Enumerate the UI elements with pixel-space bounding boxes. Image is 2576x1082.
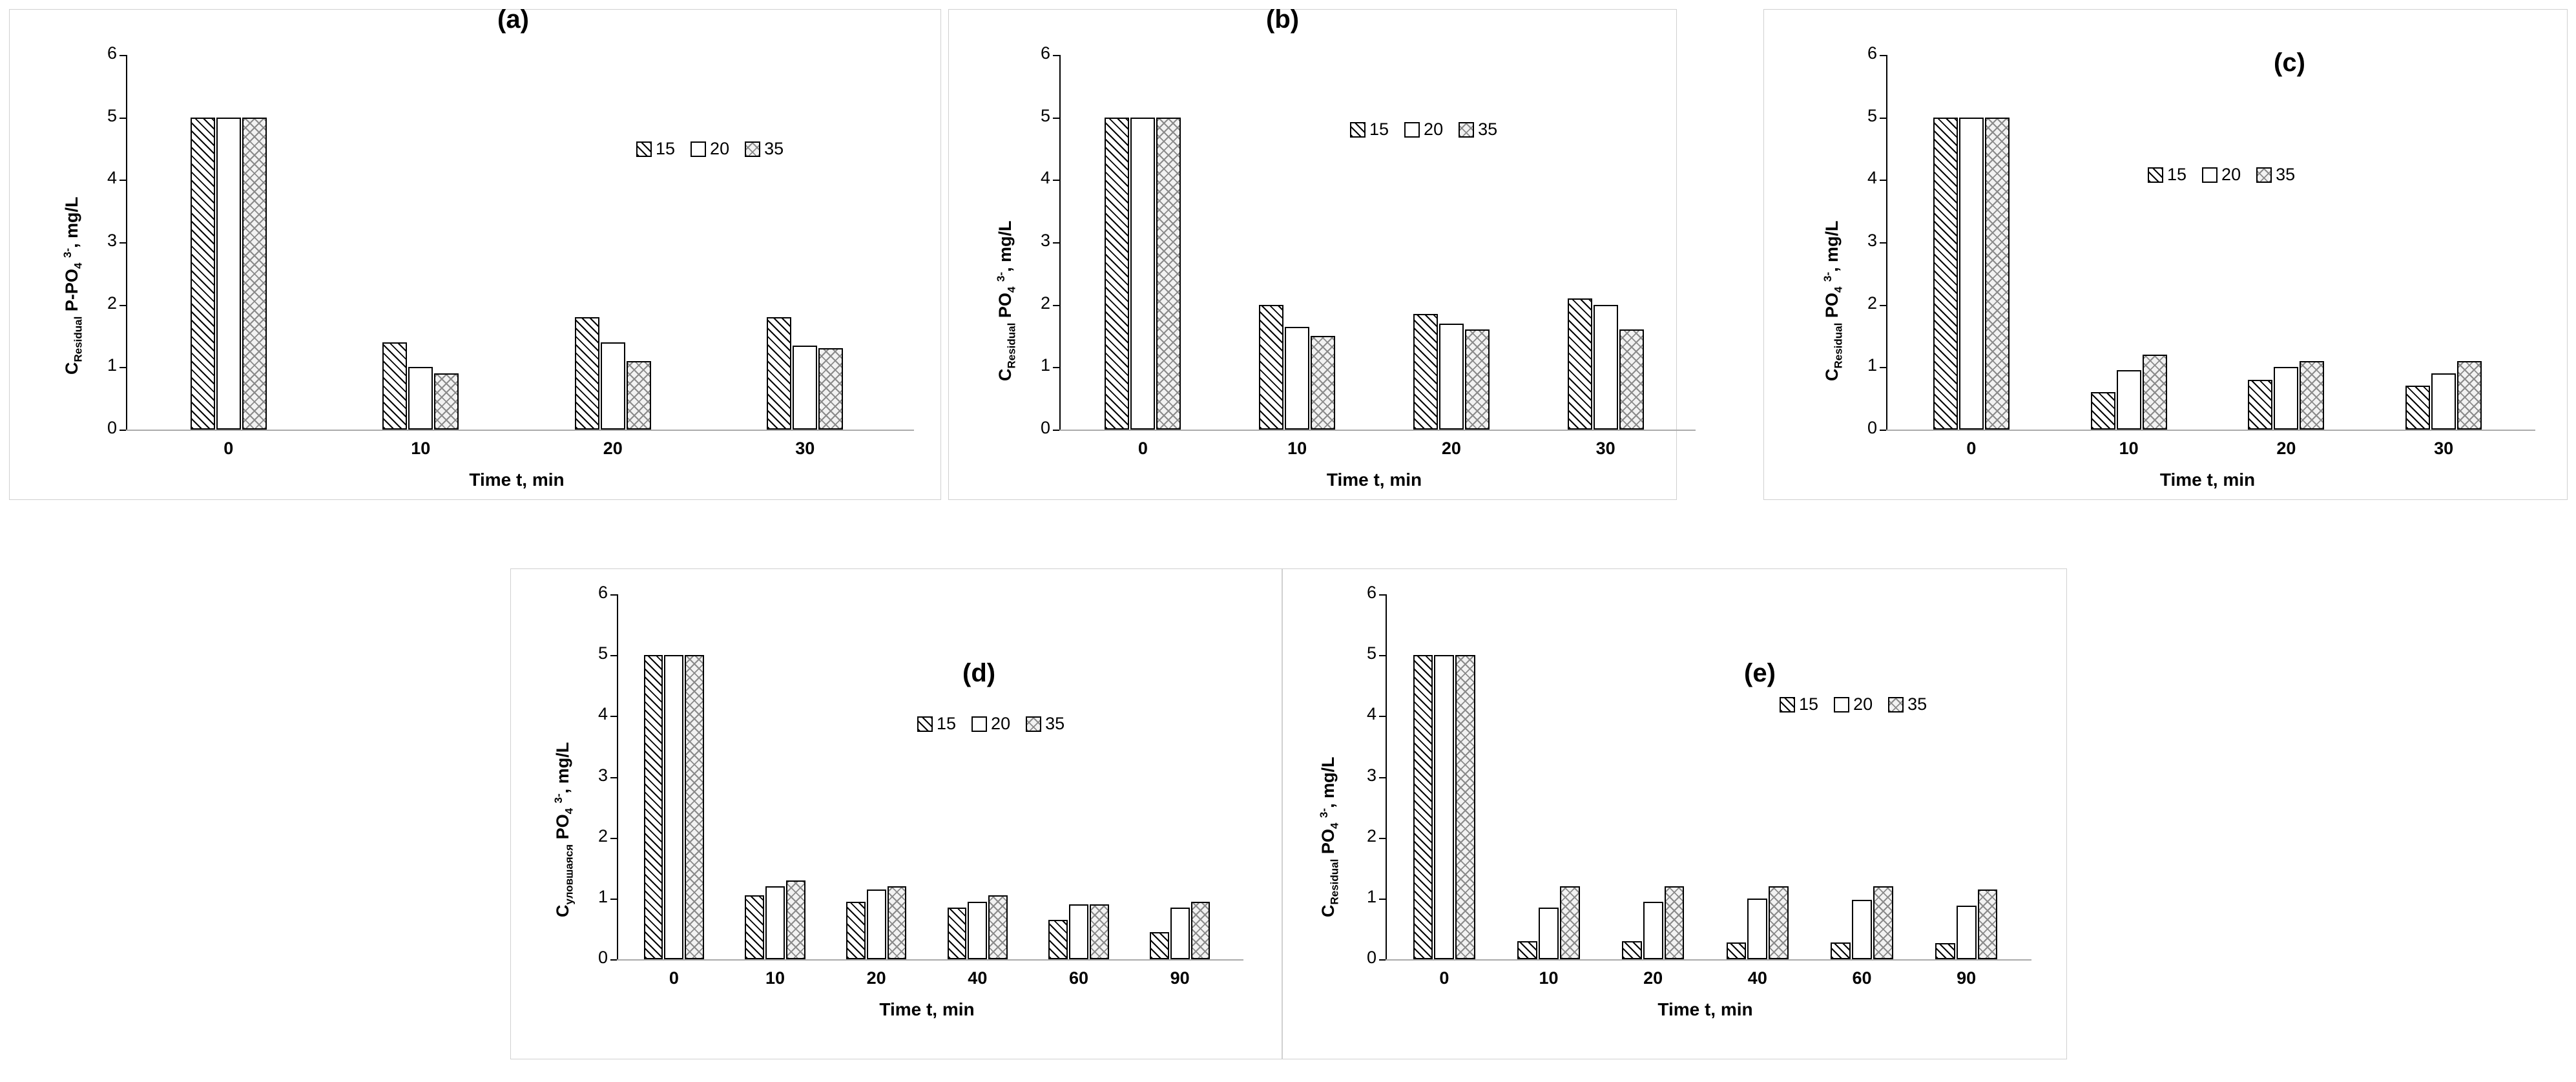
bar-b-20-35 [1465, 329, 1490, 430]
bar-e-20-15 [1622, 941, 1642, 959]
bar-a-10-20 [408, 367, 433, 430]
y-tick-label-c-1: 1 [1867, 355, 1877, 375]
bar-d-90-15 [1150, 932, 1169, 959]
bar-d-40-35 [988, 895, 1008, 959]
bar-c-10-15 [2091, 392, 2115, 430]
bar-b-30-15 [1568, 298, 1592, 430]
legend-label-35: 35 [1478, 120, 1498, 139]
y-tick-mark-a-1 [119, 367, 126, 368]
legend-label-35: 35 [2276, 165, 2296, 184]
panel-label-c: (c) [2274, 48, 2305, 77]
bar-a-20-15 [575, 317, 599, 430]
legend-swatch-20 [691, 141, 706, 157]
y-tick-label-d-3: 3 [597, 765, 608, 785]
legend-item-d-20 [971, 714, 1010, 734]
x-tick-label-a-3: 30 [795, 439, 815, 458]
bar-c-0-15 [1933, 118, 1958, 430]
y-tick-mark-e-3 [1379, 777, 1386, 778]
legend-swatch-15 [636, 141, 652, 157]
y-tick-mark-d-3 [610, 777, 617, 778]
bar-e-60-15 [1831, 942, 1851, 959]
x-tick-label-c-2: 20 [2276, 439, 2296, 458]
legend-item-b-35 [1459, 120, 1497, 140]
x-tick-label-e-2: 20 [1643, 968, 1663, 988]
bar-a-0-15 [191, 118, 215, 430]
y-tick-label-e-1: 1 [1366, 886, 1376, 906]
bar-c-30-35 [2457, 361, 2482, 430]
bar-e-90-20 [1957, 906, 1977, 959]
legend-label-20: 20 [2221, 165, 2241, 184]
y-tick-label-e-6: 6 [1366, 583, 1376, 602]
y-tick-mark-b-2 [1053, 305, 1059, 306]
bar-c-0-35 [1985, 118, 2010, 430]
y-axis-title-a: $C_{Residual}$ $P-PO_4$ $^{3-}$, mg/L [61, 196, 85, 375]
y-tick-mark-e-0 [1379, 959, 1386, 961]
y-tick-label-e-4: 4 [1366, 704, 1376, 724]
legend-d [917, 714, 1074, 734]
legend-item-a-35 [745, 139, 784, 159]
bar-b-20-15 [1413, 314, 1438, 430]
y-tick-mark-b-0 [1053, 430, 1059, 431]
bar-d-20-20 [867, 890, 886, 959]
y-tick-label-d-2: 2 [597, 826, 608, 846]
legend-swatch-20 [2202, 167, 2218, 183]
x-tick-label-e-0: 0 [1439, 968, 1449, 988]
bar-e-60-20 [1852, 900, 1872, 959]
legend-label-15: 15 [937, 714, 957, 733]
x-tick-label-c-3: 30 [2434, 439, 2454, 458]
y-tick-mark-d-5 [610, 655, 617, 656]
legend-swatch-35 [1026, 716, 1041, 732]
bar-e-40-15 [1727, 942, 1747, 959]
y-tick-mark-d-2 [610, 838, 617, 839]
bar-c-30-15 [2405, 386, 2430, 430]
legend-label-35: 35 [764, 139, 784, 158]
y-tick-label-a-5: 5 [107, 105, 117, 125]
y-tick-mark-c-4 [1880, 180, 1886, 181]
y-tick-mark-e-2 [1379, 838, 1386, 839]
bar-d-10-20 [765, 886, 785, 959]
y-tick-mark-d-0 [610, 959, 617, 961]
x-tick-label-d-1: 10 [765, 968, 785, 988]
y-tick-mark-b-6 [1053, 55, 1059, 56]
x-tick-label-a-1: 10 [411, 439, 431, 458]
bar-d-40-15 [948, 908, 967, 959]
legend-swatch-20 [1404, 122, 1420, 138]
legend-label-20: 20 [1424, 120, 1444, 139]
legend-label-35: 35 [1045, 714, 1065, 733]
bar-a-20-20 [601, 342, 625, 430]
y-tick-label-a-6: 6 [107, 43, 117, 63]
y-axis-title-e: $C_{Residual}$ $PO_4$ $^{3-}$, mg/L [1318, 756, 1341, 917]
panel-label-b: (b) [1266, 5, 1300, 34]
legend-swatch-35 [1459, 122, 1474, 138]
legend-swatch-15 [2148, 167, 2163, 183]
panel-label-a: (a) [497, 5, 529, 34]
y-tick-mark-c-1 [1880, 367, 1886, 368]
x-axis-e [1386, 959, 2031, 961]
legend-item-c-20 [2202, 165, 2241, 185]
bar-b-10-20 [1285, 327, 1309, 430]
bar-b-20-20 [1439, 324, 1464, 430]
y-tick-label-a-3: 3 [107, 231, 117, 250]
x-tick-label-b-2: 20 [1441, 439, 1461, 458]
y-tick-mark-d-1 [610, 899, 617, 900]
bar-e-20-20 [1643, 902, 1663, 959]
y-tick-label-b-6: 6 [1040, 43, 1050, 63]
x-tick-label-b-0: 0 [1137, 439, 1148, 458]
y-axis-title-d: $C_{уловшаяся}$ $PO_4$ $^{3-}$, mg/L [552, 742, 576, 917]
y-tick-mark-c-0 [1880, 430, 1886, 431]
y-axis-e [1386, 594, 1387, 959]
x-tick-label-e-3: 40 [1747, 968, 1767, 988]
x-tick-label-d-3: 40 [968, 968, 988, 988]
y-tick-mark-b-5 [1053, 118, 1059, 119]
bar-a-10-15 [382, 342, 407, 430]
y-tick-mark-c-6 [1880, 55, 1886, 56]
bar-b-30-35 [1619, 329, 1644, 430]
x-tick-label-e-4: 60 [1852, 968, 1872, 988]
legend-label-20: 20 [1853, 694, 1873, 714]
y-tick-mark-b-1 [1053, 367, 1059, 368]
y-tick-label-c-0: 0 [1867, 418, 1877, 437]
bar-e-0-15 [1413, 655, 1433, 959]
x-tick-label-a-2: 20 [603, 439, 623, 458]
bar-e-10-20 [1539, 908, 1559, 959]
y-tick-label-a-0: 0 [107, 418, 117, 437]
y-tick-label-b-0: 0 [1040, 418, 1050, 437]
legend-swatch-20 [971, 716, 987, 732]
bar-e-40-20 [1747, 899, 1767, 959]
bar-e-20-35 [1665, 886, 1685, 959]
bar-e-0-20 [1434, 655, 1454, 959]
legend-item-d-35 [1026, 714, 1065, 734]
bar-d-0-15 [644, 655, 663, 959]
legend-label-15: 15 [2167, 165, 2187, 184]
y-axis-d [617, 594, 618, 959]
bar-c-0-20 [1959, 118, 1984, 430]
y-axis-c [1886, 55, 1887, 430]
y-tick-label-c-2: 2 [1867, 293, 1877, 313]
legend-swatch-35 [2256, 167, 2272, 183]
bar-a-30-20 [793, 346, 817, 430]
legend-item-d-15 [917, 714, 956, 734]
y-tick-label-b-4: 4 [1040, 168, 1050, 188]
x-axis-title-d: Time t, min [879, 999, 975, 1019]
y-tick-mark-c-3 [1880, 242, 1886, 244]
legend-swatch-35 [1888, 697, 1904, 713]
bar-b-0-20 [1130, 118, 1155, 430]
y-axis-a [126, 55, 127, 430]
y-tick-label-a-1: 1 [107, 355, 117, 375]
bar-e-40-35 [1769, 886, 1789, 959]
bar-a-0-35 [242, 118, 267, 430]
legend-item-c-35 [2256, 165, 2295, 185]
legend-a [636, 139, 793, 159]
x-axis-b [1059, 430, 1696, 431]
x-tick-label-d-4: 60 [1068, 968, 1089, 988]
bar-b-0-35 [1156, 118, 1181, 430]
y-axis-b [1059, 55, 1061, 430]
y-tick-mark-c-2 [1880, 305, 1886, 306]
legend-item-e-35 [1888, 694, 1927, 714]
legend-swatch-35 [745, 141, 760, 157]
bar-d-90-20 [1170, 908, 1190, 959]
bar-d-90-35 [1191, 902, 1210, 959]
legend-item-e-20 [1834, 694, 1873, 714]
legend-c [2148, 165, 2304, 185]
x-tick-label-c-0: 0 [1966, 439, 1977, 458]
bar-a-0-20 [216, 118, 241, 430]
bar-d-0-35 [685, 655, 704, 959]
x-tick-label-d-5: 90 [1170, 968, 1190, 988]
y-tick-label-d-1: 1 [597, 886, 608, 906]
bar-a-20-35 [627, 361, 651, 430]
bar-d-10-35 [786, 880, 805, 959]
bar-c-10-35 [2143, 355, 2167, 430]
y-tick-label-b-5: 5 [1040, 105, 1050, 125]
legend-swatch-15 [917, 716, 933, 732]
legend-label-20: 20 [991, 714, 1011, 733]
y-tick-mark-a-4 [119, 180, 126, 181]
y-tick-mark-a-0 [119, 430, 126, 431]
x-axis-a [126, 430, 914, 431]
x-tick-label-c-1: 10 [2119, 439, 2139, 458]
y-tick-mark-b-3 [1053, 242, 1059, 244]
y-tick-label-b-3: 3 [1040, 231, 1050, 250]
legend-e [1780, 694, 1936, 714]
bar-c-20-20 [2274, 367, 2298, 430]
bar-b-10-15 [1259, 305, 1283, 430]
bar-e-90-15 [1935, 943, 1955, 959]
bar-b-30-20 [1594, 305, 1618, 430]
y-tick-label-b-2: 2 [1040, 293, 1050, 313]
bar-c-20-15 [2248, 380, 2272, 430]
y-tick-label-d-0: 0 [597, 948, 608, 967]
y-tick-label-b-1: 1 [1040, 355, 1050, 375]
y-tick-label-a-4: 4 [107, 168, 117, 188]
y-tick-label-d-4: 4 [597, 704, 608, 724]
y-tick-mark-b-4 [1053, 180, 1059, 181]
y-tick-mark-e-6 [1379, 594, 1386, 596]
legend-label-15: 15 [1369, 120, 1389, 139]
legend-label-15: 15 [1799, 694, 1819, 714]
bar-d-20-35 [888, 886, 907, 959]
y-tick-label-d-6: 6 [597, 583, 608, 602]
bar-d-60-15 [1048, 920, 1068, 959]
bar-a-30-35 [818, 348, 843, 430]
y-tick-mark-e-1 [1379, 899, 1386, 900]
bar-a-10-35 [434, 373, 459, 430]
legend-item-a-20 [691, 139, 729, 159]
bar-d-20-15 [846, 902, 866, 959]
x-axis-title-c: Time t, min [2159, 470, 2256, 490]
y-tick-mark-c-5 [1880, 118, 1886, 119]
legend-swatch-20 [1834, 697, 1849, 713]
legend-swatch-15 [1350, 122, 1366, 138]
legend-b [1350, 120, 1506, 140]
bar-e-10-15 [1517, 941, 1537, 959]
bar-e-10-35 [1560, 886, 1580, 959]
bar-b-0-15 [1105, 118, 1129, 430]
y-axis-title-b: $C_{Residual}$ $PO_4$ $^{3-}$, mg/L [995, 220, 1018, 381]
x-tick-label-d-2: 20 [866, 968, 886, 988]
x-axis-title-b: Time t, min [1326, 470, 1422, 490]
y-tick-mark-d-6 [610, 594, 617, 596]
panel-label-e: (e) [1744, 659, 1776, 687]
y-axis-title-c: $C_{Residual}$ $PO_4$ $^{3-}$, mg/L [1822, 220, 1845, 381]
x-axis-title-e: Time t, min [1657, 999, 1753, 1019]
legend-item-b-15 [1350, 120, 1389, 140]
x-axis-d [617, 959, 1243, 961]
bar-e-60-35 [1873, 886, 1893, 959]
y-tick-mark-d-4 [610, 716, 617, 717]
bar-e-0-35 [1455, 655, 1475, 959]
bar-d-10-15 [745, 895, 764, 959]
x-tick-label-e-5: 90 [1957, 968, 1977, 988]
x-axis-c [1886, 430, 2535, 431]
legend-label-15: 15 [656, 139, 676, 158]
x-tick-label-d-0: 0 [669, 968, 679, 988]
bar-c-30-20 [2431, 373, 2456, 430]
legend-item-a-15 [636, 139, 675, 159]
legend-item-b-20 [1404, 120, 1443, 140]
legend-label-20: 20 [710, 139, 730, 158]
x-tick-label-a-0: 0 [223, 439, 234, 458]
y-tick-label-c-6: 6 [1867, 43, 1877, 63]
y-tick-label-c-3: 3 [1867, 231, 1877, 250]
y-tick-label-d-5: 5 [597, 643, 608, 663]
y-tick-label-e-5: 5 [1366, 643, 1376, 663]
y-tick-label-c-4: 4 [1867, 168, 1877, 188]
y-tick-mark-e-5 [1379, 655, 1386, 656]
legend-item-e-15 [1780, 694, 1818, 714]
x-tick-label-e-1: 10 [1539, 968, 1559, 988]
bar-e-90-35 [1978, 890, 1998, 959]
x-tick-label-b-3: 30 [1595, 439, 1615, 458]
bar-c-10-20 [2117, 370, 2141, 430]
y-tick-mark-a-2 [119, 305, 126, 306]
y-tick-label-a-2: 2 [107, 293, 117, 313]
x-axis-title-a: Time t, min [469, 470, 565, 490]
bar-d-60-20 [1069, 904, 1088, 959]
bar-d-60-35 [1090, 904, 1109, 959]
y-tick-label-e-2: 2 [1366, 826, 1376, 846]
y-tick-mark-a-3 [119, 242, 126, 244]
legend-item-c-15 [2148, 165, 2186, 185]
panel-label-d: (d) [962, 659, 996, 687]
legend-swatch-15 [1780, 697, 1795, 713]
bar-b-10-35 [1311, 336, 1335, 430]
y-tick-mark-a-6 [119, 55, 126, 56]
y-tick-mark-a-5 [119, 118, 126, 119]
y-tick-label-e-0: 0 [1366, 948, 1376, 967]
y-tick-label-e-3: 3 [1366, 765, 1376, 785]
bar-c-20-35 [2300, 361, 2324, 430]
bar-d-0-20 [664, 655, 683, 959]
bar-a-30-15 [767, 317, 791, 430]
legend-label-35: 35 [1907, 694, 1927, 714]
bar-d-40-20 [968, 902, 987, 959]
y-tick-label-c-5: 5 [1867, 105, 1877, 125]
x-tick-label-b-1: 10 [1287, 439, 1307, 458]
y-tick-mark-e-4 [1379, 716, 1386, 717]
